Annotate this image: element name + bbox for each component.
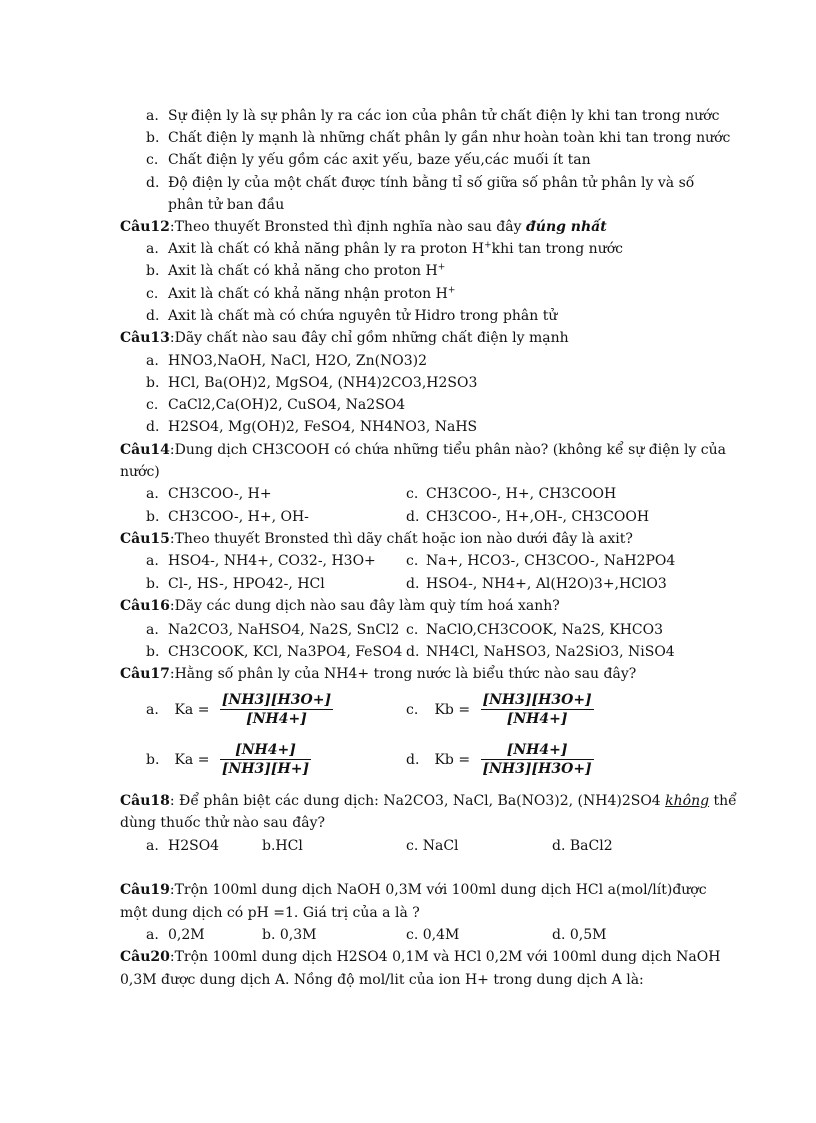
question-text: :Dãy chất nào sau đây chỉ gồm những chất điện ly mạnh: [169, 330, 569, 346]
option-letter: a.: [146, 927, 159, 943]
option-letter: c.: [406, 553, 419, 569]
option-text: 0,2M: [168, 927, 205, 943]
question-text: :Trộn 100ml dung dịch NaOH 0,3M với 100ml dung dịch HCl a(mol/lít)được: [169, 882, 707, 898]
equation-lhs: Kb =: [434, 751, 471, 768]
option-letter: a.: [146, 701, 159, 718]
q18-stem-continued: dùng thuốc thử nào sau đây?: [120, 815, 325, 831]
emphasis-text: không: [665, 793, 710, 809]
fraction-numerator: [NH4+]: [481, 742, 594, 760]
option-text: CH3COOK, KCl, Na3PO4, FeSO4: [168, 644, 403, 660]
option-text: Axit là chất mà có chứa nguyên tử Hidro trong phân tử: [168, 308, 558, 324]
q20-stem: [120, 947, 720, 967]
option-letter: a.: [146, 353, 159, 369]
option-text: CaCl2,Ca(OH)2, CuSO4, Na2SO4: [168, 397, 406, 413]
q17-option-b: [146, 742, 311, 777]
option-letter: d.: [406, 509, 420, 525]
question-label: Câu20: [120, 949, 170, 965]
q20-stem-continued: 0,3M được dung dịch A. Nồng độ mol/lit của ion H+ trong dung dịch A là:: [120, 972, 644, 988]
q12-stem: [120, 217, 607, 237]
option-text: Axit là chất có khả năng nhận proton H: [168, 286, 448, 302]
equation-lhs: Ka =: [174, 751, 210, 768]
superscript: +: [447, 285, 456, 296]
option-letter: a.: [146, 108, 159, 124]
fraction: [481, 742, 594, 777]
q14-stem: [120, 440, 726, 460]
option-text: HSO4-, NH4+, Al(H2O)3+,HClO3: [426, 576, 667, 592]
option-letter: b.: [146, 130, 160, 146]
option-letter: d.: [406, 751, 420, 768]
option-letter: d.: [146, 419, 160, 435]
option-letter: b.: [146, 644, 160, 660]
option-text: NaClO,CH3COOK, Na2S, KHCO3: [426, 622, 664, 638]
question-text: :Hằng số phân ly của NH4+ trong nước là biểu thức nào sau đây?: [169, 666, 637, 682]
emphasis-text: đúng nhất: [525, 219, 607, 235]
question-text: :Trộn 100ml dung dịch H2SO4 0,1M và HCl 0,2M với 100ml dung dịch NaOH: [169, 949, 721, 965]
option-text: Cl-, HS-, HPO42-, HCl: [168, 576, 325, 592]
option-letter: a.: [146, 622, 159, 638]
q17-option-a: [146, 692, 333, 727]
option-text: CH3COO-, H+, OH-: [168, 509, 309, 525]
option-text: Axit là chất có khả năng phân ly ra proton H: [168, 241, 485, 257]
fraction: [481, 692, 594, 727]
option-letter: b.: [146, 751, 160, 768]
question-label: Câu15: [120, 531, 170, 547]
option-text: HNO3,NaOH, NaCl, H2O, Zn(NO3)2: [168, 353, 428, 369]
q17-option-c: [406, 692, 594, 727]
option-text: BaCl2: [569, 838, 613, 854]
question-text: :Theo thuyết Bronsted thì dãy chất hoặc ion nào dưới đây là axit?: [169, 531, 633, 547]
fraction-numerator: [NH3][H3O+]: [482, 692, 592, 708]
option-text: Sự điện ly là sự phân ly ra các ion của phân tử chất điện ly khi tan trong nước: [168, 108, 720, 124]
option-text: 0,4M: [422, 927, 460, 943]
option-letter: b.: [146, 509, 160, 525]
option-letter: b.: [146, 576, 160, 592]
q18-stem: [120, 791, 737, 811]
fraction-denominator: [NH4+]: [506, 711, 568, 727]
option-text: HCl, Ba(OH)2, MgSO4, (NH4)2CO3,H2SO3: [168, 375, 478, 391]
question-text: :Dãy các dung dịch nào sau đây làm quỳ tím hoá xanh?: [169, 598, 560, 614]
option-letter: c.: [406, 838, 419, 854]
option-letter: d.: [146, 175, 160, 191]
option-letter: c.: [406, 622, 419, 638]
question-label: Câu13: [120, 330, 170, 346]
fraction-numerator: [NH4+]: [220, 742, 311, 760]
option-letter: c.: [146, 397, 159, 413]
question-text: : Để phân biệt các dung dịch: Na2CO3, NaCl, Ba(NO3)2, (NH4)2SO4: [169, 793, 666, 809]
option-text: CH3COO-, H+: [168, 486, 272, 502]
option-text: Axit là chất có khả năng cho proton H: [168, 263, 438, 279]
fraction-numerator: [NH3][H3O+]: [221, 692, 332, 708]
option-letter: c.: [406, 927, 419, 943]
option-text: Na+, HCO3-, CH3COO-, NaH2PO4: [426, 553, 676, 569]
option-text: CH3COO-, H+,OH-, CH3COOH: [426, 509, 650, 525]
question-label: Câu17: [120, 666, 170, 682]
q18-option-d: [552, 836, 613, 856]
question-label: Câu12: [120, 219, 170, 235]
option-letter: c.: [146, 152, 159, 168]
q19-stem: [120, 880, 707, 900]
q16-stem: [120, 596, 560, 616]
equation-lhs: Kb =: [434, 701, 471, 718]
option-text-end: khi tan trong nước: [491, 241, 623, 257]
option-letter: d.: [406, 644, 420, 660]
option-letter: b.: [146, 263, 160, 279]
superscript: +: [437, 262, 446, 273]
question-label: Câu14: [120, 442, 170, 458]
q18-option-c: [406, 836, 459, 856]
fraction-denominator: [NH3][H+]: [221, 761, 310, 777]
option-text: Chất điện ly yếu gồm các axit yếu, baze yếu,các muối ít tan: [168, 152, 591, 168]
option-text: NH4Cl, NaHSO3, Na2SiO3, NiSO4: [426, 644, 675, 660]
superscript: +: [484, 240, 492, 251]
option-text: H2SO4, Mg(OH)2, FeSO4, NH4NO3, NaHS: [168, 419, 478, 435]
fraction: [220, 742, 311, 777]
option-letter: c.: [146, 286, 159, 302]
option-letter: b.: [262, 927, 276, 943]
q17-stem: [120, 664, 636, 684]
option-letter: c.: [406, 701, 419, 718]
option-text: HCl: [275, 838, 303, 854]
q19-option-d: [552, 925, 606, 945]
option-letter: c.: [406, 486, 419, 502]
option-letter: d.: [146, 308, 160, 324]
question-label: Câu16: [120, 598, 170, 614]
question-label: Câu19: [120, 882, 170, 898]
fraction: [220, 692, 333, 727]
q19-option-c: [406, 925, 459, 945]
q14-stem-continued: nước): [120, 464, 160, 480]
q17-option-d: [406, 742, 594, 777]
option-letter: a.: [146, 486, 159, 502]
q13-stem: [120, 328, 569, 348]
question-label: Câu18: [120, 793, 170, 809]
option-letter: d.: [406, 576, 420, 592]
fraction-denominator: [NH4+]: [246, 711, 307, 727]
option-letter: d.: [552, 838, 566, 854]
option-text: NaCl: [422, 838, 459, 854]
q11-option-d-continued: phân tử ban đầu: [168, 197, 285, 213]
option-text: H2SO4: [168, 838, 220, 854]
q18-option-b: [262, 836, 303, 856]
option-text: Chất điện ly mạnh là những chất phân ly gần như hoàn toàn khi tan trong nước: [168, 130, 731, 146]
equation-lhs: Ka =: [174, 701, 210, 718]
question-text: :Dung dịch CH3COOH có chứa những tiểu phân nào? (không kể sự điện ly của: [169, 442, 727, 458]
option-text: Độ điện ly của một chất được tính bằng tỉ số giữa số phân tử phân ly và số: [168, 175, 695, 191]
option-letter: a.: [146, 553, 159, 569]
option-text: 0,3M: [279, 927, 317, 943]
option-letter: a.: [146, 241, 159, 257]
q15-stem: [120, 529, 633, 549]
option-letter: d.: [552, 927, 566, 943]
option-letter: a.: [146, 838, 159, 854]
option-text: Na2CO3, NaHSO4, Na2S, SnCl2: [168, 622, 400, 638]
option-letter: b.: [262, 838, 276, 854]
option-text: 0,5M: [569, 927, 607, 943]
option-letter: b.: [146, 375, 160, 391]
q19-option-b: [262, 925, 316, 945]
question-text: :Theo thuyết Bronsted thì định nghĩa nào sau đây: [169, 219, 526, 235]
question-text-end: thể: [709, 793, 737, 809]
option-text: HSO4-, NH4+, CO32-, H3O+: [168, 553, 376, 569]
option-text: CH3COO-, H+, CH3COOH: [426, 486, 617, 502]
q19-stem-continued: một dung dịch có pH =1. Giá trị của a là ?: [120, 905, 420, 921]
fraction-denominator: [NH3][H3O+]: [482, 761, 592, 777]
